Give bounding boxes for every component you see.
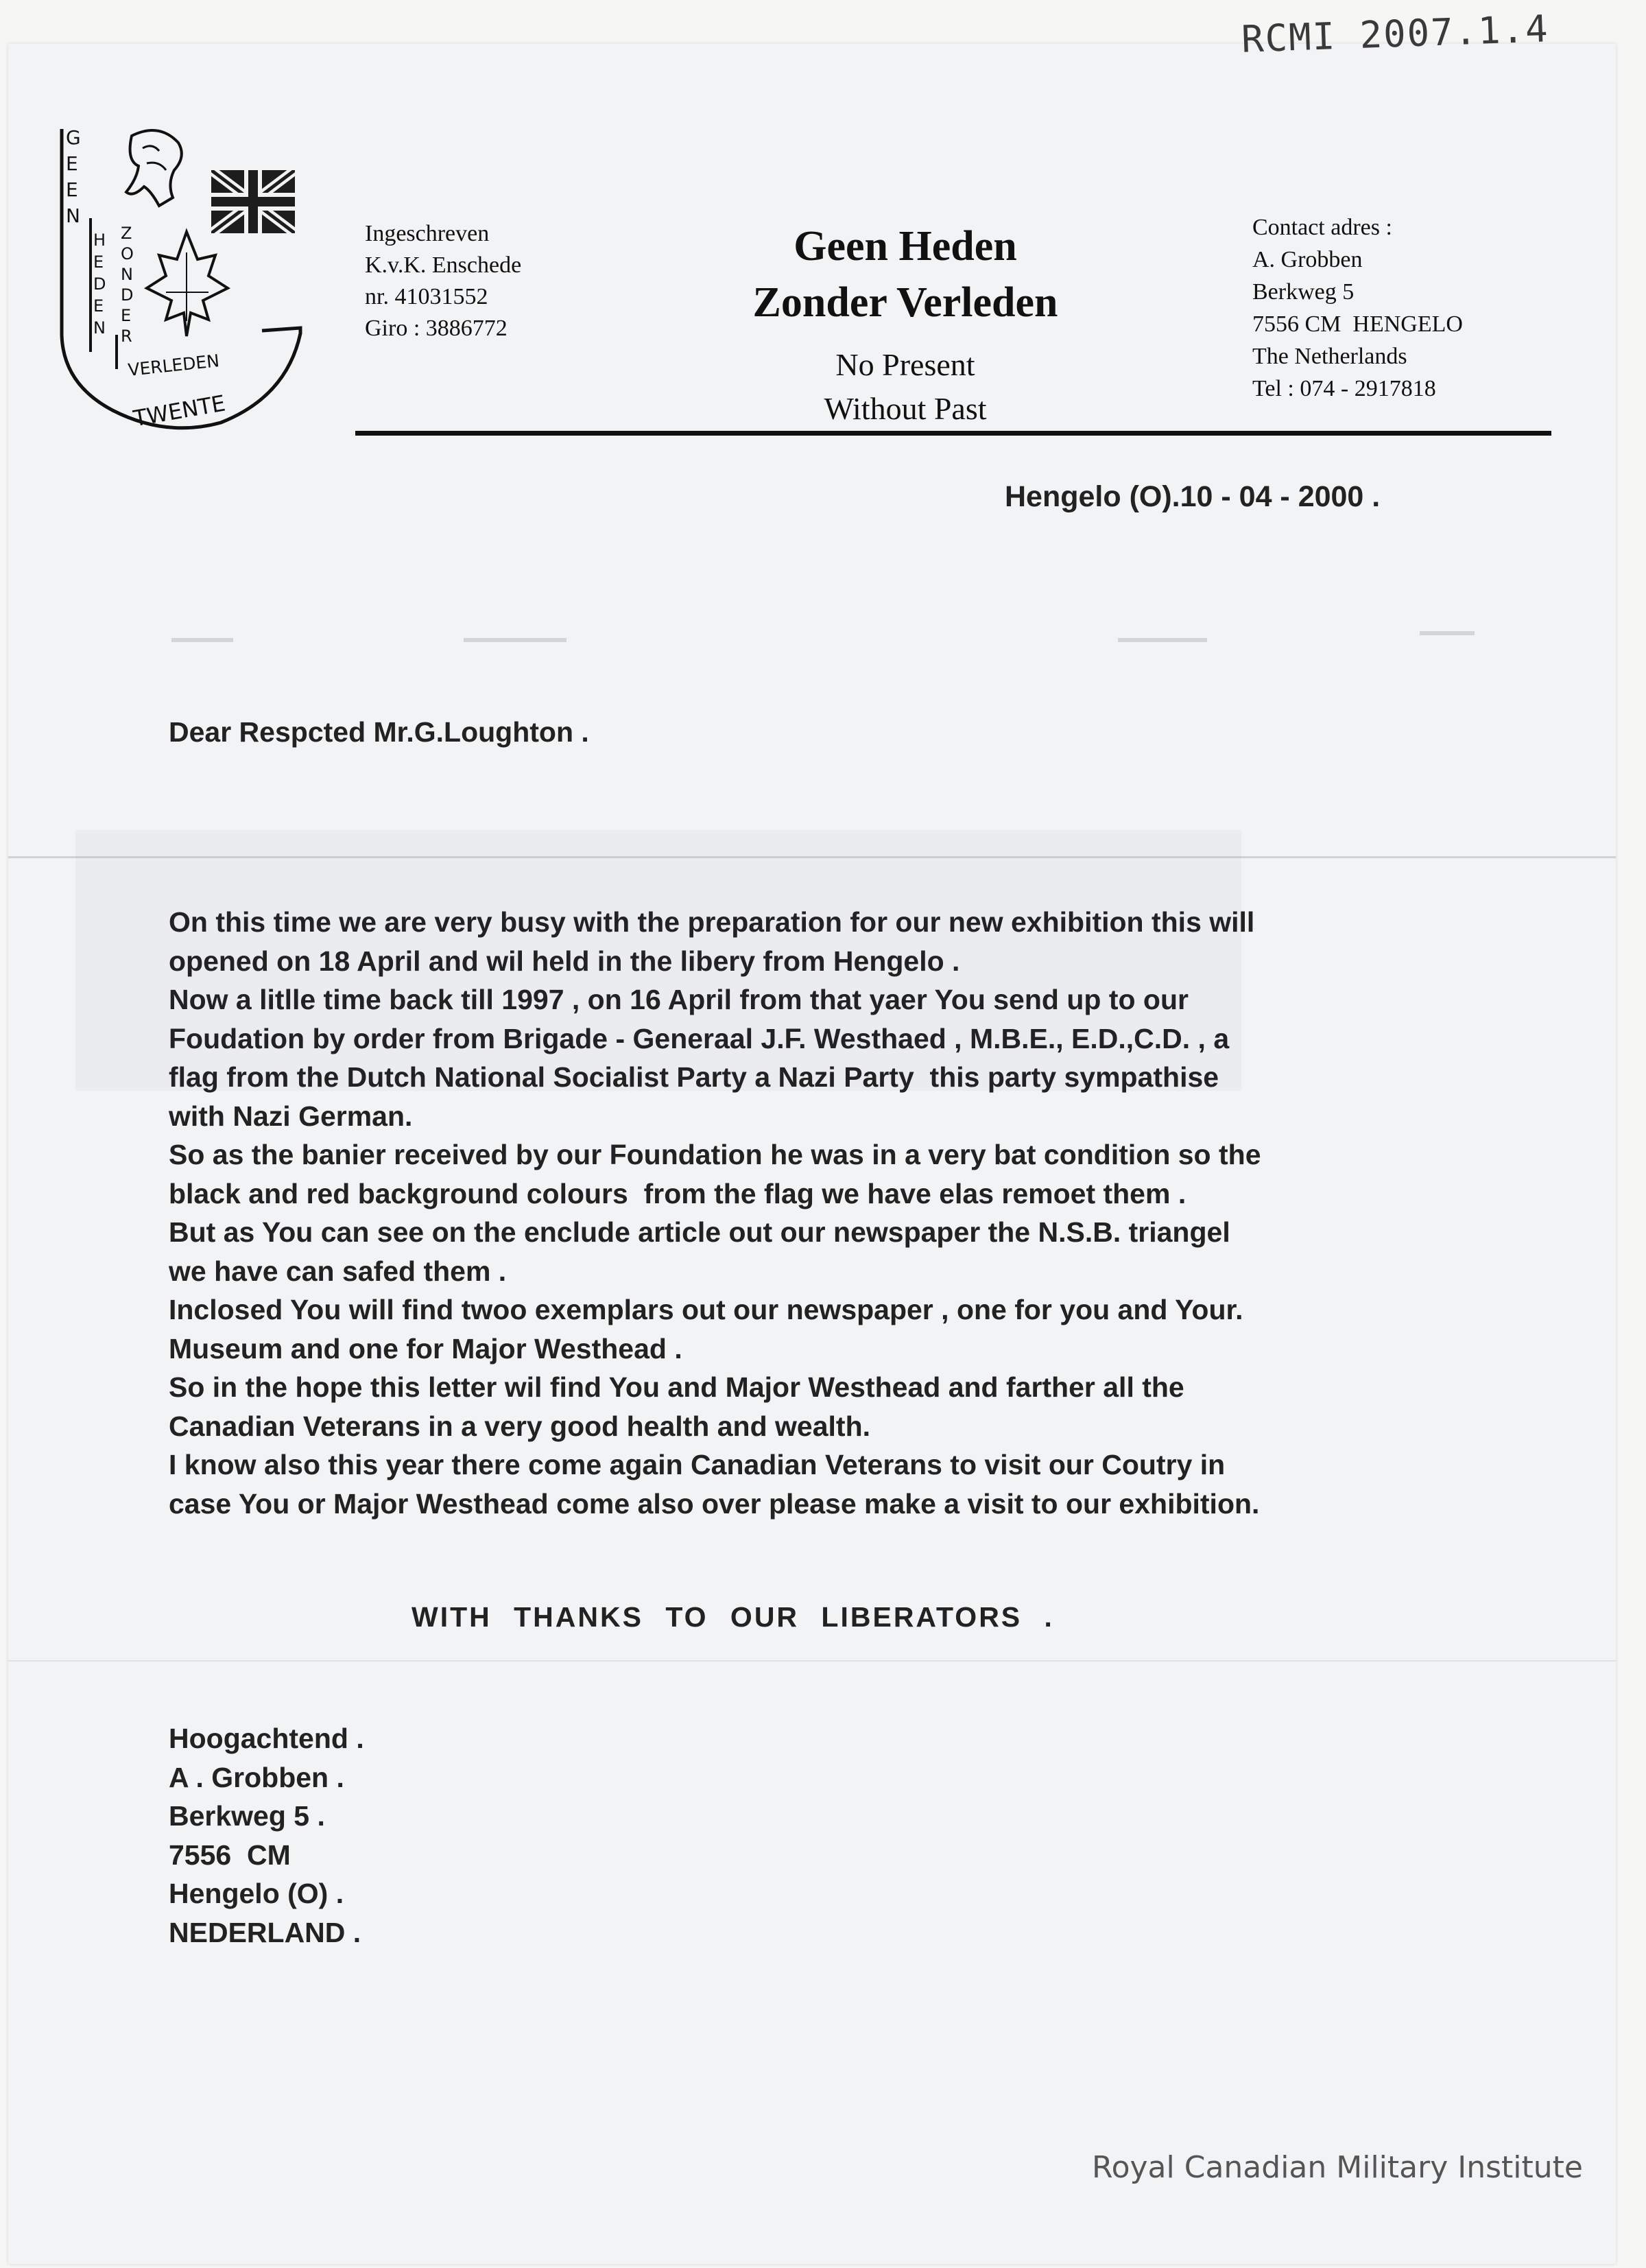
body-line: So as the banier received by our Foundation he was in a very bat condition so the bbox=[169, 1139, 1261, 1170]
registration-line: K.v.K. Enschede bbox=[365, 252, 522, 278]
foundation-logo bbox=[56, 115, 314, 438]
svg-text:R: R bbox=[121, 327, 132, 346]
show-through-mark bbox=[1118, 638, 1207, 642]
contact-line: The Netherlands bbox=[1252, 344, 1407, 369]
svg-text:E: E bbox=[93, 252, 104, 272]
body-line: On this time we are very busy with the preparation for our new exhibition this will bbox=[169, 906, 1255, 938]
svg-text:VERLEDEN: VERLEDEN bbox=[127, 351, 221, 380]
body-line: we have can safed them . bbox=[169, 1255, 507, 1287]
svg-text:E: E bbox=[93, 296, 104, 316]
body-line: flag from the Dutch National Socialist Party a Nazi Party this party sympathise bbox=[169, 1061, 1219, 1093]
letterhead-divider bbox=[355, 431, 1551, 436]
contact-line: Berkweg 5 bbox=[1252, 279, 1355, 305]
body-line: So in the hope this letter wil find You and Major Westhead and farther all the bbox=[169, 1371, 1184, 1403]
show-through-mark bbox=[1420, 631, 1475, 635]
show-through-mark bbox=[464, 638, 566, 642]
registration-info bbox=[365, 218, 584, 344]
signature-line: NEDERLAND . bbox=[169, 1916, 361, 1948]
signature-block bbox=[169, 1719, 717, 1952]
body-line: Museum and one for Major Westhead . bbox=[169, 1332, 682, 1365]
svg-text:N: N bbox=[121, 265, 133, 284]
subtitle-english-line2: Without Past bbox=[824, 391, 987, 426]
contact-line: Contact adres : bbox=[1252, 215, 1392, 240]
letter-date: Hengelo (O).10 - 04 - 2000 . bbox=[1005, 480, 1381, 513]
contact-info bbox=[1252, 211, 1540, 405]
title-dutch-line2: Zonder Verleden bbox=[752, 279, 1058, 326]
signature-line: Hengelo (O) . bbox=[169, 1878, 344, 1909]
fold-crease bbox=[8, 1660, 1616, 1662]
title-dutch-line1: Geen Heden bbox=[794, 223, 1017, 270]
svg-text:O: O bbox=[121, 244, 134, 263]
signature-line: Berkweg 5 . bbox=[169, 1800, 325, 1832]
closing-statement: WITH THANKS TO OUR LIBERATORS . bbox=[412, 1601, 1054, 1633]
letter-body bbox=[169, 903, 1513, 1523]
svg-text:E: E bbox=[66, 152, 78, 175]
body-line: opened on 18 April and wil held in the libery from Hengelo . bbox=[169, 945, 960, 977]
signature-line: A . Grobben . bbox=[169, 1761, 344, 1793]
institution-watermark: Royal Canadian Military Institute bbox=[1092, 2150, 1583, 2185]
registration-line: Giro : 3886772 bbox=[365, 316, 508, 341]
subtitle-english-line1: No Present bbox=[835, 347, 975, 382]
union-jack-flag bbox=[211, 170, 295, 233]
body-line: I know also this year there come again Canadian Veterans to visit our Coutry in bbox=[169, 1449, 1226, 1480]
svg-text:E: E bbox=[121, 306, 132, 325]
archive-accession-number: RCMI 2007.1.4 bbox=[1241, 7, 1550, 61]
svg-text:D: D bbox=[93, 274, 106, 294]
signature-line: 7556 CM bbox=[169, 1839, 291, 1871]
letterhead-title bbox=[686, 218, 1125, 431]
fold-crease bbox=[8, 856, 1616, 858]
body-line: Inclosed You will find twoo exemplars out our newspaper , one for you and Your. bbox=[169, 1294, 1243, 1325]
contact-line: A. Grobben bbox=[1252, 247, 1363, 272]
svg-text:N: N bbox=[66, 204, 80, 227]
svg-text:D: D bbox=[121, 285, 134, 305]
contact-line: 7556 CM HENGELO bbox=[1252, 311, 1463, 337]
svg-text:Z: Z bbox=[121, 224, 132, 243]
svg-text:TWENTE: TWENTE bbox=[131, 390, 228, 432]
salutation: Dear Respcted Mr.G.Loughton . bbox=[169, 716, 589, 748]
registration-line: nr. 41031552 bbox=[365, 284, 488, 309]
body-line: case You or Major Westhead come also over please make a visit to our exhibition. bbox=[169, 1487, 1260, 1520]
registration-line: Ingeschreven bbox=[365, 221, 490, 246]
contact-line: Tel : 074 - 2917818 bbox=[1252, 376, 1436, 401]
show-through-mark bbox=[171, 638, 233, 642]
svg-text:H: H bbox=[93, 231, 106, 250]
body-line: with Nazi German. bbox=[169, 1100, 413, 1132]
body-line: black and red background colours from the flag we have elas remoet them . bbox=[169, 1177, 1186, 1209]
body-line: Foudation by order from Brigade - Generaal J.F. Westhaed , M.B.E., E.D.,C.D. , a bbox=[169, 1022, 1230, 1054]
svg-text:E: E bbox=[66, 178, 78, 201]
svg-text:N: N bbox=[93, 318, 106, 338]
signature-line: Hoogachtend . bbox=[169, 1723, 364, 1754]
svg-text:G: G bbox=[66, 126, 81, 149]
body-line: Canadian Veterans in a very good health and wealth. bbox=[169, 1410, 870, 1442]
body-line: But as You can see on the enclude article out our newspaper the N.S.B. triangel bbox=[169, 1216, 1230, 1248]
body-line: Now a litlle time back till 1997 , on 16 April from that yaer You send up to our bbox=[169, 984, 1189, 1015]
